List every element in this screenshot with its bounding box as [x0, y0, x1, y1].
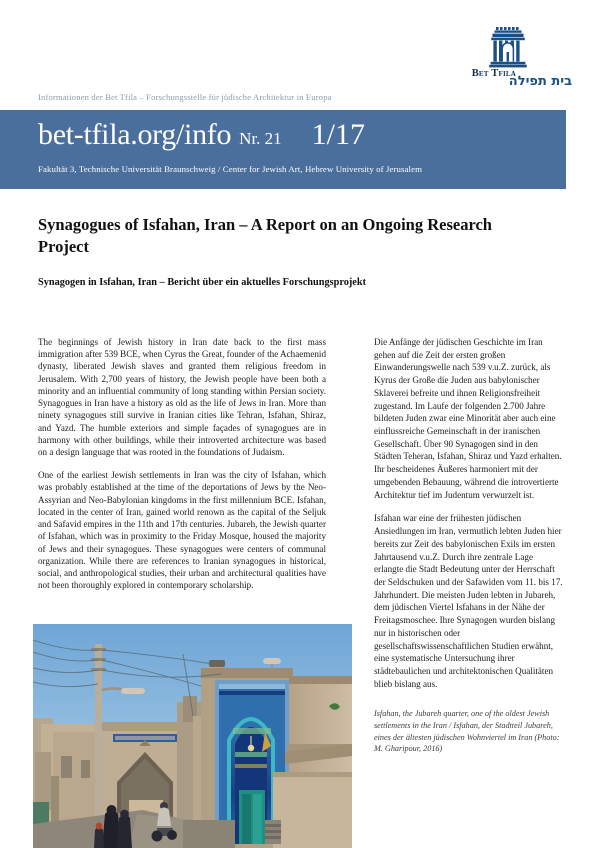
temple-icon [488, 26, 528, 68]
english-column [38, 336, 326, 602]
figure-photo [33, 624, 352, 848]
paragraph: The beginnings of Jewish history in Iran date back to the first mass immigration after 539 BCE, when Cyrus the Great, founder of the Achaemenid dynasty, liberated Jewish slaves and granted them religious freedom in Jerusalem. With 2,700 years of history, the Jewish people have been both a minority and an influential community of long standing within Persian society. Synagogues in Iran have a history as old as the life of Jews in Iran. More than ninety synagogues still survive in Iranian cities like Tehran, Isfahan, Shiraz, and Yazd. The humble exteriors and simple façades of synagogues are in harmony with other buildings, while their introverted architecture was based on a design language that was rooted in the foundations of Judaism. [38, 337, 326, 457]
publication-url: bet-tfila.org/info [38, 118, 232, 151]
masthead [0, 0, 600, 108]
issue-banner [0, 110, 566, 189]
german-column [374, 336, 564, 755]
page-title: Synagogues of Isfahan, Iran – A Report on an Ongoing Research Project [38, 215, 492, 256]
masthead-tagline: Informationen der Bet Tfila – Forschungsstelle für jüdische Architektur in Europa [38, 92, 332, 102]
logo-wordmark: Bet Tfila [471, 68, 516, 79]
issue-number: Nr. 21 [239, 129, 282, 148]
bet-tfila-logo [440, 26, 572, 88]
paragraph: Die Anfänge der jüdischen Geschichte im Iran gehen auf die Zeit der ersten großen Einwanderungswelle nach 539 v.u.Z. zurück, als Kyrus der Große die Juden aus babylonischer Sklaverei befreite und ihnen Religionsfreiheit zugestand. Im Laufe der folgenden 2.700 Jahre bildeten Juden zwar eine Minorität aber auch eine einflussreiche Gemeinschaft in der iranischen Gesellschaft. Über 90 Synagogen sind in den Städten Teheran, Isfahan, Shiraz und Yazd erhalten. Ihr bescheidenes Äußeres harmoniert mit der umgebenden Bebauung, während die introvertierte Architektur tief im Judentum verwurzelt ist. [374, 337, 562, 500]
banner-affiliation: Fakultät 3, Technische Universität Braunschweig / Center for Jewish Art, Hebrew University of Jerusalem [38, 164, 423, 174]
logo-hebrew-wordmark: בית תפילה [508, 74, 572, 89]
paragraph: Isfahan war eine der frühesten jüdischen Ansiedlungen im Iran, vermutlich lebten Juden hier bereits zur Zeit des babylonischen Exils im ersten Jahrtausend v.u.Z. Durch ihre zentrale Lage erlangte die Stadt Bedeutung unter der Herrschaft der Seldschuken und der Safawiden vom 11. bis 17. Jahrhundert. Die meisten Juden lebten in Jubareh, dem jüdischen Viertel Isfahans in der Nähe der Freitagsmoschee. Ihre Synagogen wurden bislang nur in historischen oder gesellschaftswissenschaftlichen Studien erwähnt, eine systematische Untersuchung ihrer städtebaulichen und architektonischen Qualitäten blieb bislang aus. [374, 513, 563, 689]
figure-caption: Isfahan, the Jubareh quarter, one of the oldest Jewish settlements in the Iran / Isfahan, der Stadtteil Jubareh, eines der ältesten jüdischen Wohnviertel im Iran (Photo: M. Gharipour, 2016) [374, 709, 560, 754]
issue-date: 1/17 [311, 118, 366, 151]
page-subtitle: Synagogen in Isfahan, Iran – Bericht über ein aktuelles Forschungsprojekt [38, 277, 367, 288]
paragraph: One of the earliest Jewish settlements in Iran was the city of Isfahan, which was probably established at the time of the deportations of Jews by the Neo-Assyrian and Neo-Babylonian kingdoms in the first millennium BCE. Isfahan, located in the center of Iran, gained world renown as the capital of the Seljuk and Safavid empires in the 11th and 17th centuries. Jubareh, the Jewish quarter of Isfahan, which was in proximity to the Friday Mosque, housed the majority of Jews and their synagogues. These synagogues were centers of communal organization. While there are references to Iranian synagogues in historical, social, and anthropological studies, their urban and architectural qualities have not been thoroughly explored in contemporary scholarship. [38, 470, 326, 591]
banner-title-row [38, 120, 365, 150]
